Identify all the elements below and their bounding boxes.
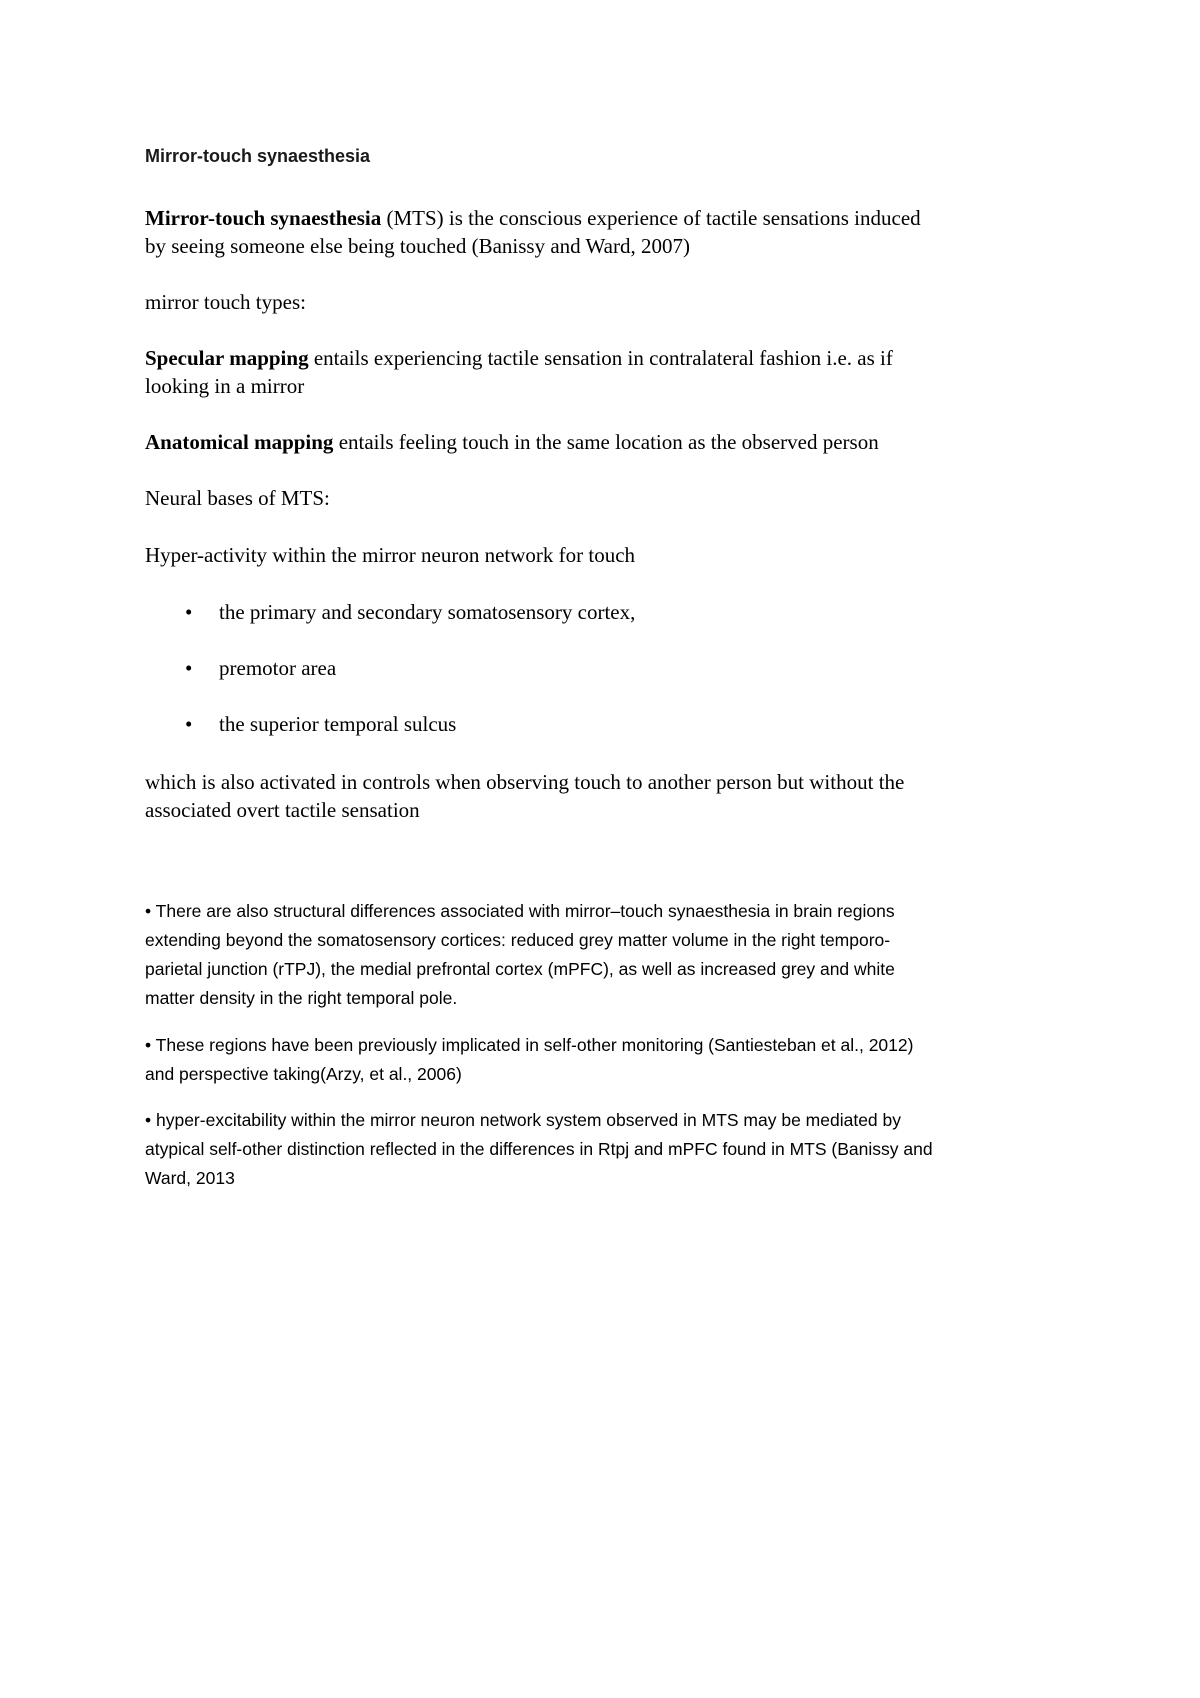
bullet-glyph: •: [185, 600, 193, 624]
bullet-glyph: •: [185, 712, 193, 736]
list-item-text: the primary and secondary somatosensory cortex,: [219, 600, 636, 624]
term-anatomical-mapping: Anatomical mapping: [145, 430, 334, 454]
paragraph-hyper-activity: Hyper-activity within the mirror neuron network for touch: [145, 543, 636, 567]
document-heading: Mirror-touch synaesthesia: [145, 146, 371, 166]
specular-text-line1: entails experiencing tactile sensation in contralateral fashion i.e. as if: [308, 346, 893, 370]
note-structural-differences: [145, 897, 1065, 1013]
controls-text-line1: which is also activated in controls when observing touch to another person but without the: [145, 770, 905, 794]
note-line: extending beyond the somatosensory cortices: reduced grey matter volume in the right temporo-: [145, 930, 891, 950]
note-line: • There are also structural differences associated with mirror–touch synaesthesia in brain regions: [145, 901, 895, 921]
note-hyper-excitability: [145, 1106, 1065, 1193]
specular-text-line2: looking in a mirror: [145, 374, 305, 398]
note-line: and perspective taking(Arzy, et al., 2006): [145, 1064, 462, 1084]
brain-region-list: [145, 598, 1045, 766]
term-mirror-touch: Mirror-touch synaesthesia: [145, 206, 382, 230]
controls-text-line2: associated overt tactile sensation: [145, 798, 420, 822]
paragraph-specular: [145, 344, 1065, 400]
list-item: [145, 710, 1045, 766]
note-line: • These regions have been previously implicated in self-other monitoring (Santiesteban et al., 2012): [145, 1035, 914, 1055]
note-line: parietal junction (rTPJ), the medial prefrontal cortex (mPFC), as well as increased grey and white: [145, 959, 895, 979]
list-item-text: premotor area: [219, 656, 337, 680]
definition-text-line1: (MTS) is the conscious experience of tactile sensations induced: [381, 206, 921, 230]
definition-text-line2: by seeing someone else being touched (Banissy and Ward, 2007): [145, 234, 690, 258]
paragraph-types-heading: mirror touch types:: [145, 290, 306, 314]
anatomical-text: entails feeling touch in the same location as the observed person: [333, 430, 879, 454]
list-item-text: the superior temporal sulcus: [219, 712, 457, 736]
note-line: • hyper-excitability within the mirror neuron network system observed in MTS may be mediated by: [145, 1110, 902, 1130]
paragraph-definition: [145, 204, 1065, 260]
paragraph-controls: [145, 768, 1065, 824]
term-specular-mapping: Specular mapping: [145, 346, 309, 370]
note-line: atypical self-other distinction reflected in the differences in Rtpj and mPFC found in MTS (Banissy and: [145, 1139, 933, 1159]
paragraph-anatomical: [145, 428, 1065, 456]
note-self-other-monitoring: [145, 1031, 1065, 1089]
bullet-glyph: •: [185, 656, 193, 680]
list-item: [145, 598, 1045, 654]
paragraph-neural-bases: Neural bases of MTS:: [145, 486, 330, 510]
note-line: Ward, 2013: [145, 1168, 235, 1188]
note-line: matter density in the right temporal pole.: [145, 988, 458, 1008]
list-item: [145, 654, 1045, 710]
